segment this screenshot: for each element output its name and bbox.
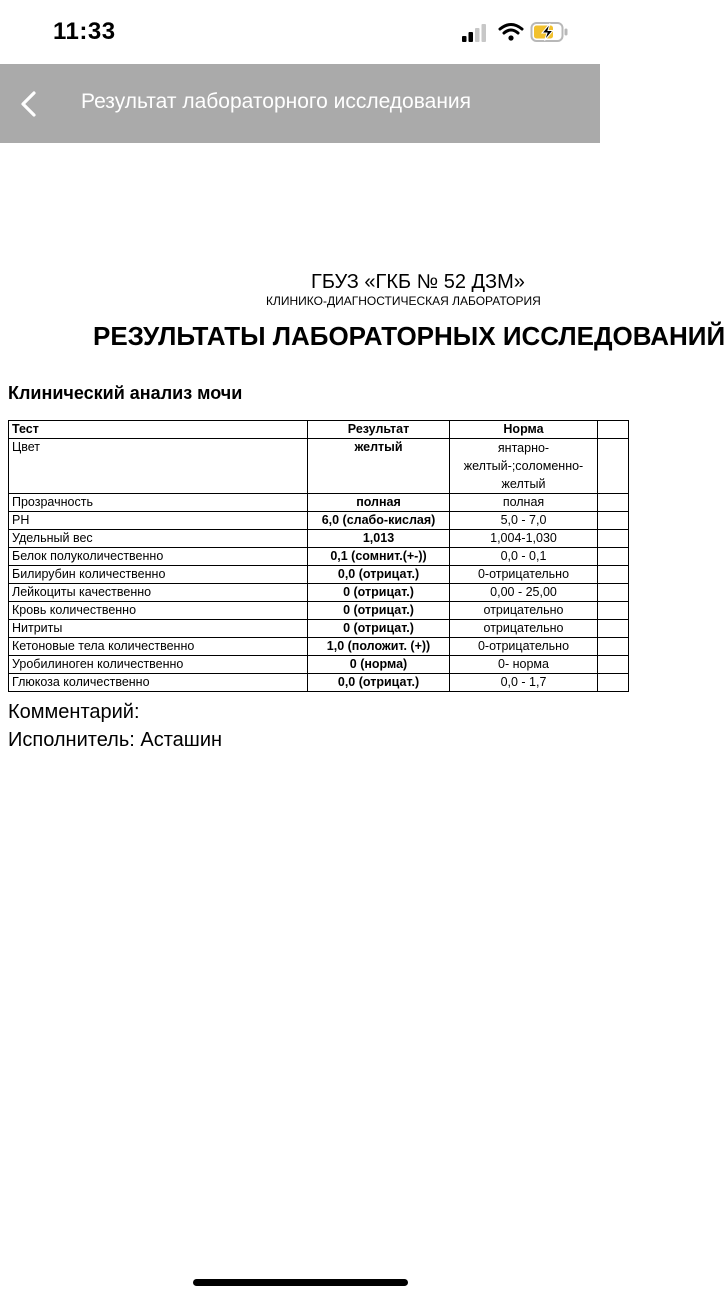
test-name: Нитриты [9,620,308,638]
battery-charging-icon [530,21,570,43]
wifi-icon [499,22,523,42]
test-norm: полная [450,494,598,512]
extra-cell [598,584,629,602]
test-norm: отрицательно [450,620,598,638]
test-name: PH [9,512,308,530]
test-result: желтый [308,439,450,494]
table-row [9,494,629,512]
test-name: Уробилиноген количественно [9,656,308,674]
organization-name: ГБУЗ «ГКБ № 52 ДЗМ» [311,271,525,293]
test-name: Билирубин количественно [9,566,308,584]
column-header-result: Результат [308,421,450,439]
table-row [9,584,629,602]
test-name: Удельный вес [9,530,308,548]
back-button[interactable] [14,86,48,122]
test-result: 1,0 (положит. (+)) [308,638,450,656]
test-result: 0 (отрицат.) [308,620,450,638]
test-norm: отрицательно [450,602,598,620]
test-norm: 0,0 - 0,1 [450,548,598,566]
extra-cell [598,494,629,512]
extra-cell [598,674,629,692]
test-name: Белок полуколичественно [9,548,308,566]
test-result: 0,0 (отрицат.) [308,566,450,584]
table-row [9,566,629,584]
table-row [9,620,629,638]
extra-cell [598,548,629,566]
test-result: 0 (норма) [308,656,450,674]
table-row [9,439,629,494]
home-indicator[interactable] [193,1279,408,1286]
test-name: Глюкоза количественно [9,674,308,692]
extra-cell [598,620,629,638]
cellular-signal-icon [462,24,490,42]
test-result: 0 (отрицат.) [308,584,450,602]
table-row [9,674,629,692]
extra-cell [598,530,629,548]
extra-cell [598,512,629,530]
test-result: 6,0 (слабо-кислая) [308,512,450,530]
test-norm: 0,0 - 1,7 [450,674,598,692]
test-norm: 0-отрицательно [450,638,598,656]
test-norm: 0- норма [450,656,598,674]
test-result: 1,013 [308,530,450,548]
table-row [9,530,629,548]
analysis-title: Клинический анализ мочи [8,383,243,403]
laboratory-name: КЛИНИКО-ДИАГНОСТИЧЕСКАЯ ЛАБОРАТОРИЯ [266,294,541,308]
table-row [9,656,629,674]
executor-label: Исполнитель: Асташин [8,729,223,751]
test-result: 0,1 (сомнит.(+-)) [308,548,450,566]
table-row [9,638,629,656]
test-result: полная [308,494,450,512]
report-title: РЕЗУЛЬТАТЫ ЛАБОРАТОРНЫХ ИССЛЕДОВАНИЙ [93,321,725,351]
test-name: Кетоновые тела количественно [9,638,308,656]
test-name: Кровь количественно [9,602,308,620]
test-norm: янтарно-желтый-;соломенно-желтый [450,439,598,494]
status-time: 11:33 [53,18,116,45]
extra-cell [598,566,629,584]
test-norm: 1,004-1,030 [450,530,598,548]
results-table [8,420,629,692]
test-name: Прозрачность [9,494,308,512]
column-header-norm: Норма [450,421,598,439]
extra-cell [598,656,629,674]
test-norm: 0,00 - 25,00 [450,584,598,602]
column-header-extra [598,421,629,439]
page-title: Результат лабораторного исследования [81,90,472,113]
table-row [9,602,629,620]
test-result: 0,0 (отрицат.) [308,674,450,692]
table-row [9,548,629,566]
navigation-bar [0,64,600,143]
comment-label: Комментарий: [8,701,140,723]
column-header-test: Тест [9,421,308,439]
extra-cell [598,439,629,494]
table-row [9,512,629,530]
extra-cell [598,638,629,656]
extra-cell [598,602,629,620]
chevron-left-icon [14,86,48,122]
lab-report-document[interactable] [0,143,725,1273]
status-bar [0,0,600,64]
test-norm: 0-отрицательно [450,566,598,584]
test-name: Лейкоциты качественно [9,584,308,602]
table-header-row [9,421,629,439]
test-name: Цвет [9,439,308,494]
test-norm: 5,0 - 7,0 [450,512,598,530]
test-result: 0 (отрицат.) [308,602,450,620]
